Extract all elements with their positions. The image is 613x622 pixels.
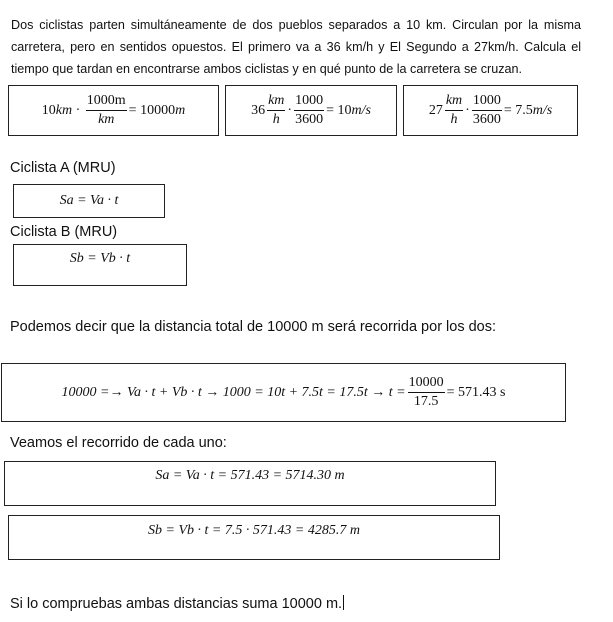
conversion-km-math (42, 93, 185, 128)
conv3-num2: 1000 (472, 93, 502, 111)
statement-text: Podemos decir que la distancia total de 10000 m será recorrida por los dos: (10, 319, 497, 335)
cyclist-b-formula: Sb = Vb · t (69, 251, 131, 266)
text-cursor (343, 595, 344, 610)
conv1-lead: 10 (41, 102, 56, 118)
conv1-result-unit: m (175, 102, 186, 118)
main-equation-box (1, 363, 566, 422)
conv2-fraction-2 (294, 93, 324, 128)
sb-result: Sb = Vb · t = 7.5 · 571.43 = 4285.7 m (148, 523, 360, 538)
conv3-den2: 3600 (472, 112, 501, 127)
conv1-unit: km (55, 102, 73, 118)
conv3-num1: km (445, 93, 463, 111)
conversion-box-km (8, 85, 219, 136)
cyclist-a-formula-box (13, 184, 165, 218)
recorrido-label: Veamos el recorrido de cada uno: (10, 435, 227, 451)
conversion-box-27 (403, 85, 578, 136)
conv1-result: = 10000 (128, 102, 176, 118)
cyclist-a-label: Ciclista A (MRU) (10, 160, 116, 176)
main-equation (62, 375, 506, 410)
equation-num: 10000 (408, 375, 445, 393)
equation-fraction (408, 375, 445, 410)
conv1-fraction (86, 93, 127, 128)
conv3-fraction-2 (472, 93, 502, 128)
conv3-lead: 27 (428, 102, 443, 118)
cyclist-b-formula-box (13, 244, 187, 286)
equation-main: 10000 =→ Va · t + Vb · t → 1000 = 10t + 7.5t = 17.5t → t = (61, 384, 406, 400)
conv2-den1: h (272, 112, 280, 127)
conv3-fraction-1 (445, 93, 463, 128)
problem-text: Dos ciclistas parten simultáneamente de dos pueblos separados a 10 km. Circulan por la misma carretera, pero en sentidos opuestos. El primero va a 36 km/h y El Segundo a 27km/h. Calcula el tiempo que tardan en encontrarse ambos ciclistas y en qué punto de la carretera se cruzan. (11, 18, 581, 76)
conv3-den1: h (450, 112, 458, 127)
conv2-result-unit: m/s (351, 102, 371, 118)
conv1-den: km (98, 112, 115, 127)
cyclist-b-label: Ciclista B (MRU) (10, 224, 118, 240)
conv2-lead: 36 (251, 102, 266, 118)
conversion-36-math (251, 93, 371, 128)
conv2-den2: 3600 (295, 112, 324, 127)
conv2-num2: 1000 (294, 93, 324, 111)
sa-result-box (4, 461, 496, 506)
conv2-fraction-1 (267, 93, 285, 128)
sb-result-box (8, 515, 500, 560)
conv3-result-unit: m/s (532, 102, 553, 118)
sa-result: Sa = Va · t = 571.43 = 5714.30 m (155, 468, 345, 483)
conv2-result: = 10 (326, 102, 352, 118)
conversion-27-math (429, 93, 552, 128)
equation-result: = 571.43 s (446, 384, 506, 400)
equation-den: 17.5 (413, 394, 439, 409)
conclusion-text[interactable] (10, 595, 344, 612)
cyclist-a-formula: Sa = Va · t (59, 193, 119, 208)
conv1-dot: · (72, 102, 84, 118)
conv3-dot: · (465, 102, 470, 118)
conv2-dot: · (287, 102, 293, 118)
conv3-result: = 7.5 (503, 102, 533, 118)
conclusion-content: Si lo compruebas ambas distancias suma 10000 m. (10, 596, 343, 612)
conversion-box-36 (225, 85, 397, 136)
conv2-num1: km (267, 93, 285, 111)
conv1-num: 1000m (86, 93, 127, 111)
